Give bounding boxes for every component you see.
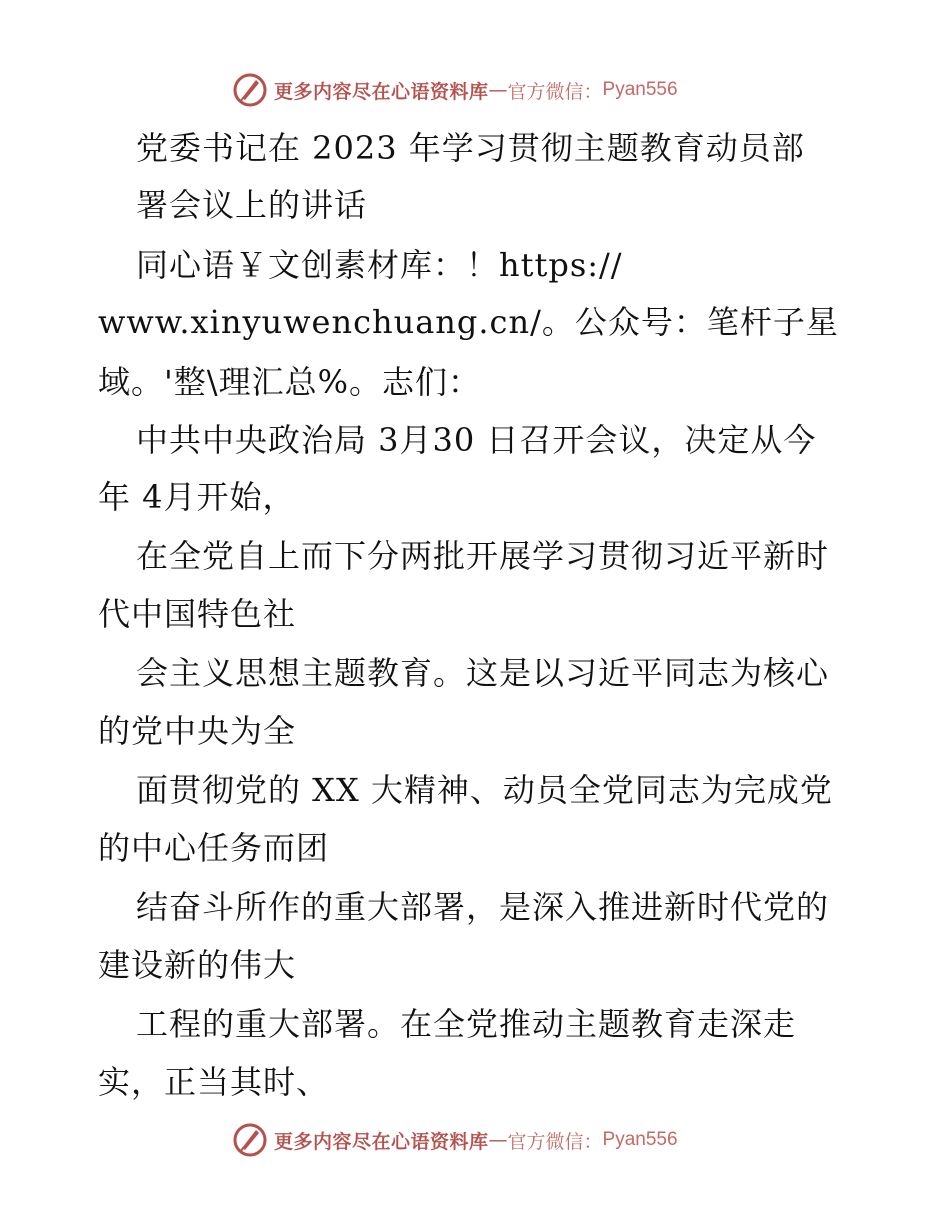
doc-line: 建设新的伟大 [98,946,297,984]
doc-line: 中共中央政治局 3月30 日召开会议，决定从今 [136,421,817,459]
quill-pen-logo-icon [232,1122,268,1158]
doc-line: 结奋斗所作的重大部署，是深入推进新时代党的 [136,888,830,926]
doc-line: 在全党自上而下分两批开展学习贯彻习近平新时 [136,537,830,575]
quill-pen-logo-icon [232,72,268,108]
doc-line: 署会议上的讲话 [136,186,368,224]
banner-sub-text: 官方微信： [507,1130,603,1153]
doc-line: www.xinyuwenchuang.cn/。公众号：笔杆子星 [98,303,839,341]
doc-line: 年 4月开始， [98,478,296,516]
header-banner [232,70,678,110]
banner-sub-text: 官方微信： [507,80,603,103]
banner-main-text: 更多内容尽在心语资料库 [274,80,489,103]
doc-line: 会主义思想主题教育。这是以习近平同志为核心 [136,654,830,692]
doc-line: 实，正当其时、 [98,1063,330,1101]
doc-line: 党委书记在 2023 年学习贯彻主题教育动员部 [136,129,805,167]
doc-line: 工程的重大部署。在全党推动主题教育走深走 [136,1005,797,1043]
doc-line: 同心语￥文创素材库：！https:// [136,246,623,284]
banner-wechat-id: Pyan556 [602,79,678,100]
banner-main-text: 更多内容尽在心语资料库 [274,1130,489,1153]
doc-line: 的中心任务而团 [98,829,330,867]
doc-line: 的党中央为全 [98,712,297,750]
banner-dash: — [488,79,508,101]
footer-banner [232,1120,678,1160]
banner-dash: — [488,1129,508,1151]
banner-wechat-id: Pyan556 [602,1129,678,1150]
doc-line: 面贯彻党的 XX 大精神、动员全党同志为完成党 [136,771,833,809]
doc-line: 代中国特色社 [98,595,297,633]
doc-line: 域。'整\理汇总%。志们： [98,363,481,401]
